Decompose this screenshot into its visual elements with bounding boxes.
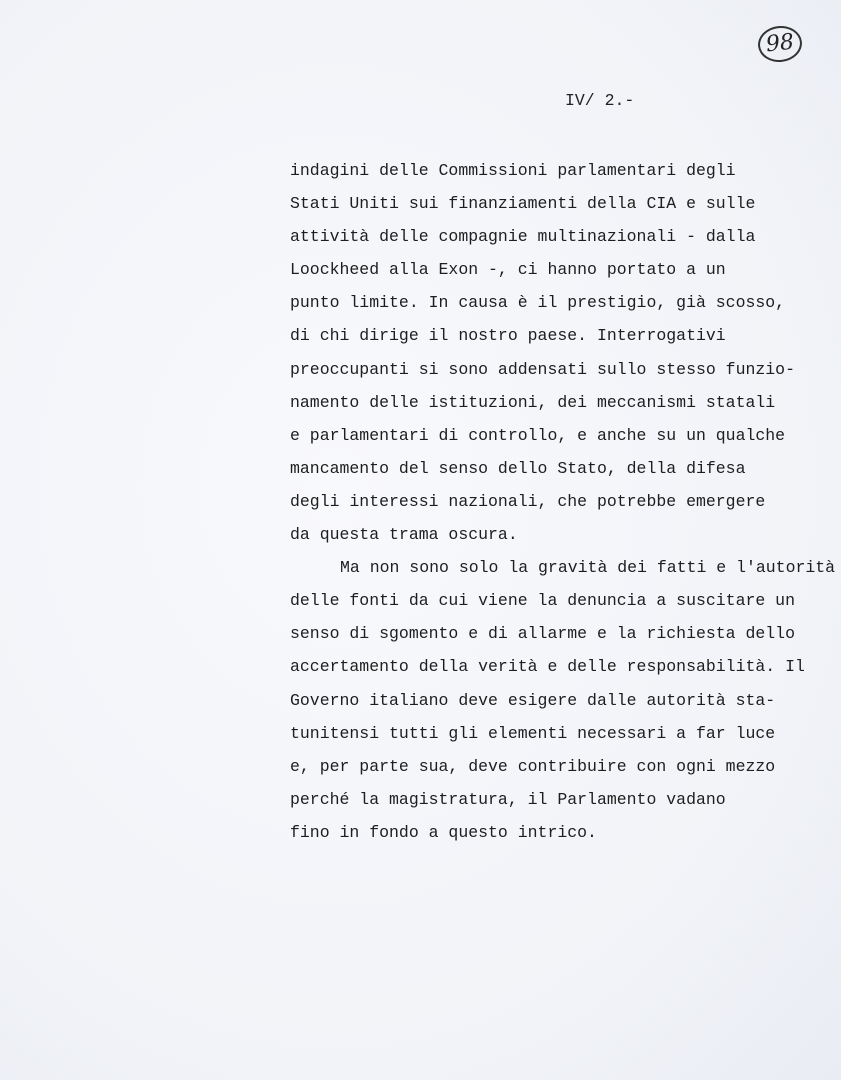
paragraph-1 — [290, 154, 835, 551]
text-line: tunitensi tutti gli elementi necessari a far luce — [290, 723, 776, 743]
text-line: degli interessi nazionali, che potrebbe emergere — [290, 491, 766, 511]
text-line: Loockheed alla Exon -, ci hanno portato a un — [290, 260, 726, 280]
paragraph-2 — [290, 551, 835, 849]
section-reference: IV/ 2.- — [565, 91, 635, 110]
text-line: senso di sgomento e di allarme e la richiesta dello — [290, 624, 795, 644]
document-body — [290, 154, 835, 849]
text-line: fino in fondo a questo intrico. — [290, 822, 597, 842]
text-line: indagini delle Commissioni parlamentari degli — [290, 161, 736, 180]
text-line: Governo italiano deve esigere dalle autorità sta- — [290, 690, 776, 710]
text-line: perché la magistratura, il Parlamento vadano — [290, 789, 726, 809]
text-line: di chi dirige il nostro paese. Interrogativi — [290, 326, 726, 346]
text-line: mancamento del senso dello Stato, della difesa — [290, 458, 746, 478]
handwritten-page-number: 98 — [756, 24, 804, 64]
text-line: accertamento della verità e delle responsabilità. Il — [290, 657, 805, 677]
text-line: da questa trama oscura. — [290, 525, 518, 545]
text-line: delle fonti da cui viene la denuncia a suscitare un — [290, 591, 795, 611]
text-line: preoccupanti si sono addensati sullo stesso funzio- — [290, 359, 795, 379]
text-line: e, per parte sua, deve contribuire con ogni mezzo — [290, 756, 776, 776]
text-line: Stati Uniti sui finanziamenti della CIA e sulle — [290, 194, 756, 214]
text-line: namento delle istituzioni, dei meccanismi statali — [290, 392, 776, 412]
text-line: attività delle compagnie multinazionali - dalla — [290, 227, 756, 247]
text-line: punto limite. In causa è il prestigio, già scosso, — [290, 293, 786, 313]
text-line-first: Ma non sono solo la gravità dei fatti e l'autorità — [340, 558, 836, 578]
text-line: e parlamentari di controllo, e anche su un qualche — [290, 425, 786, 445]
